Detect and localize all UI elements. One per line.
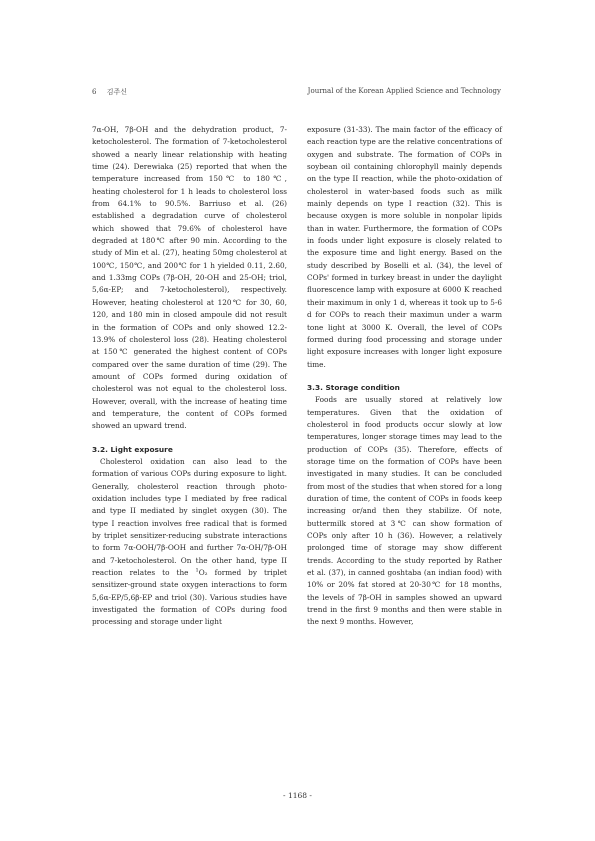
light-text-part1: Cholesterol oxidation can also lead to the formation of various COPs during exposure to light. Generally, cholesterol reaction through photo-oxidation includes type I mediated by free radical and type II mediated by singlet oxygen (30). The type I reaction involves free radical that is formed by triplet sensitizer-reducing substrate interactions to form 7α-OOH/7β-OOH and further 7α-OH/7β-OH and 7-ketocholesterol. On the other hand, type II reaction relates to the — [92, 456, 287, 578]
right-paragraph-storage: Foods are usually stored at relatively low temperatures. Given that the oxidation of cholesterol in food products occur slowly at low temperatures, longer storage times may lead to the production of COPs (35). Therefore, effects of storage time on the formation of COPs have been investigated in many studies. It can be concluded from most of the studies that when stored for a long duration of time, the content of COPs in foods keep increasing or/and then they stabilize. Of note, buttermilk stored at 3℃ can show formation of COPs only after 10 h (36). However, a relatively prolonged time of storage may show different trends. According to the study reported by Rather et al. (37), in canned goshtaba (an indian food) with 10% or 20% fat stored at 20-30℃ for 18 months, the levels of 7β-OH in samples showed an upward trend in the first 9 months and then were stable in the next 9 months. However, — [307, 395, 502, 627]
left-paragraph-light-exposure — [92, 456, 287, 629]
light-text-part2: O₂ formed by triplet sensitizer-ground state oxygen interactions to form 5,6α-EP/5,6β-EP and triol (30). Various studies have investigated the formation of COPs during food processing and storage under light — [92, 568, 287, 627]
section-heading-storage-condition: 3.3. Storage condition — [307, 382, 400, 392]
section-heading-light-exposure: 3.2. Light exposure — [92, 444, 173, 454]
header-page-number: 6 — [92, 88, 97, 96]
running-header — [92, 87, 501, 99]
singlet-oxygen-superscript: 1 — [195, 567, 199, 574]
header-author: 김주신 — [106, 88, 127, 96]
page-footer-number: - 1168 - — [283, 791, 312, 800]
header-left — [92, 87, 127, 97]
left-column — [92, 124, 287, 629]
right-column — [307, 124, 502, 629]
header-journal-title: Journal of the Korean Applied Science and Technology — [307, 87, 501, 95]
left-paragraph-heating: 7α-OH, 7β-OH and the dehydration product, 7-ketocholesterol. The formation of 7-ketocholesterol showed a nearly linear relationship with heating time (24). Derewiaka (25) reported that when the temperature increased from 150℃ to 180℃, heating cholesterol for 1 h leads to cholesterol loss from 64.1% to 90.5%. Barriuso et al. (26) established a degradation curve of cholesterol which showed that 79.6% of cholesterol have degraded at 180℃ after 90 min. According to the study of Min et al. (27), heating 50mg cholesterol at 100℃, 150℃, and 200℃ for 1 h yielded 0.11, 2.60, and 1.33mg COPs (7β-OH, 20-OH and 25-OH; triol, 5,6α-EP; and 7-ketocholesterol), respectively. However, heating cholesterol at 120℃ for 30, 60, 120, and 180 min in closed ampoule did not result in the formation of COPs and only showed 12.2-13.9% of cholesterol loss (28). Heating cholesterol at 150℃ generated the highest content of COPs compared over the same duration of time (29). The amount of COPs formed during oxidation of cholesterol was not equal to the cholesterol loss. However, overall, with the increase of heating time and temperature, the content of COPs formed showed an upward trend. — [92, 125, 287, 431]
right-paragraph-light-continued: exposure (31-33). The main factor of the efficacy of each reaction type are the relative concentrations of oxygen and substrate. The formation of COPs in soybean oil containing chlorophyll mainly depends on the type II reaction, while the photo-oxidation of cholesterol in water-based foods such as milk mainly depends on type I reaction (32). This is because oxygen is more soluble in nonpolar lipids than in water. Furthermore, the formation of COPs in foods under light exposure is closely related to the exposure time and light energy. Based on the study described by Boselli et al. (34), the level of COPs' formed in turkey breast in under the daylight fluorescence lamp with exposure at 6000 K reached their maximum in only 1 d, whereas it took up to 5-6 d for COPs to reach their maximun under a warm tone light at 3000 K. Overall, the level of COPs formed during food processing and storage under light exposure increases with longer light exposure time. — [307, 125, 502, 369]
